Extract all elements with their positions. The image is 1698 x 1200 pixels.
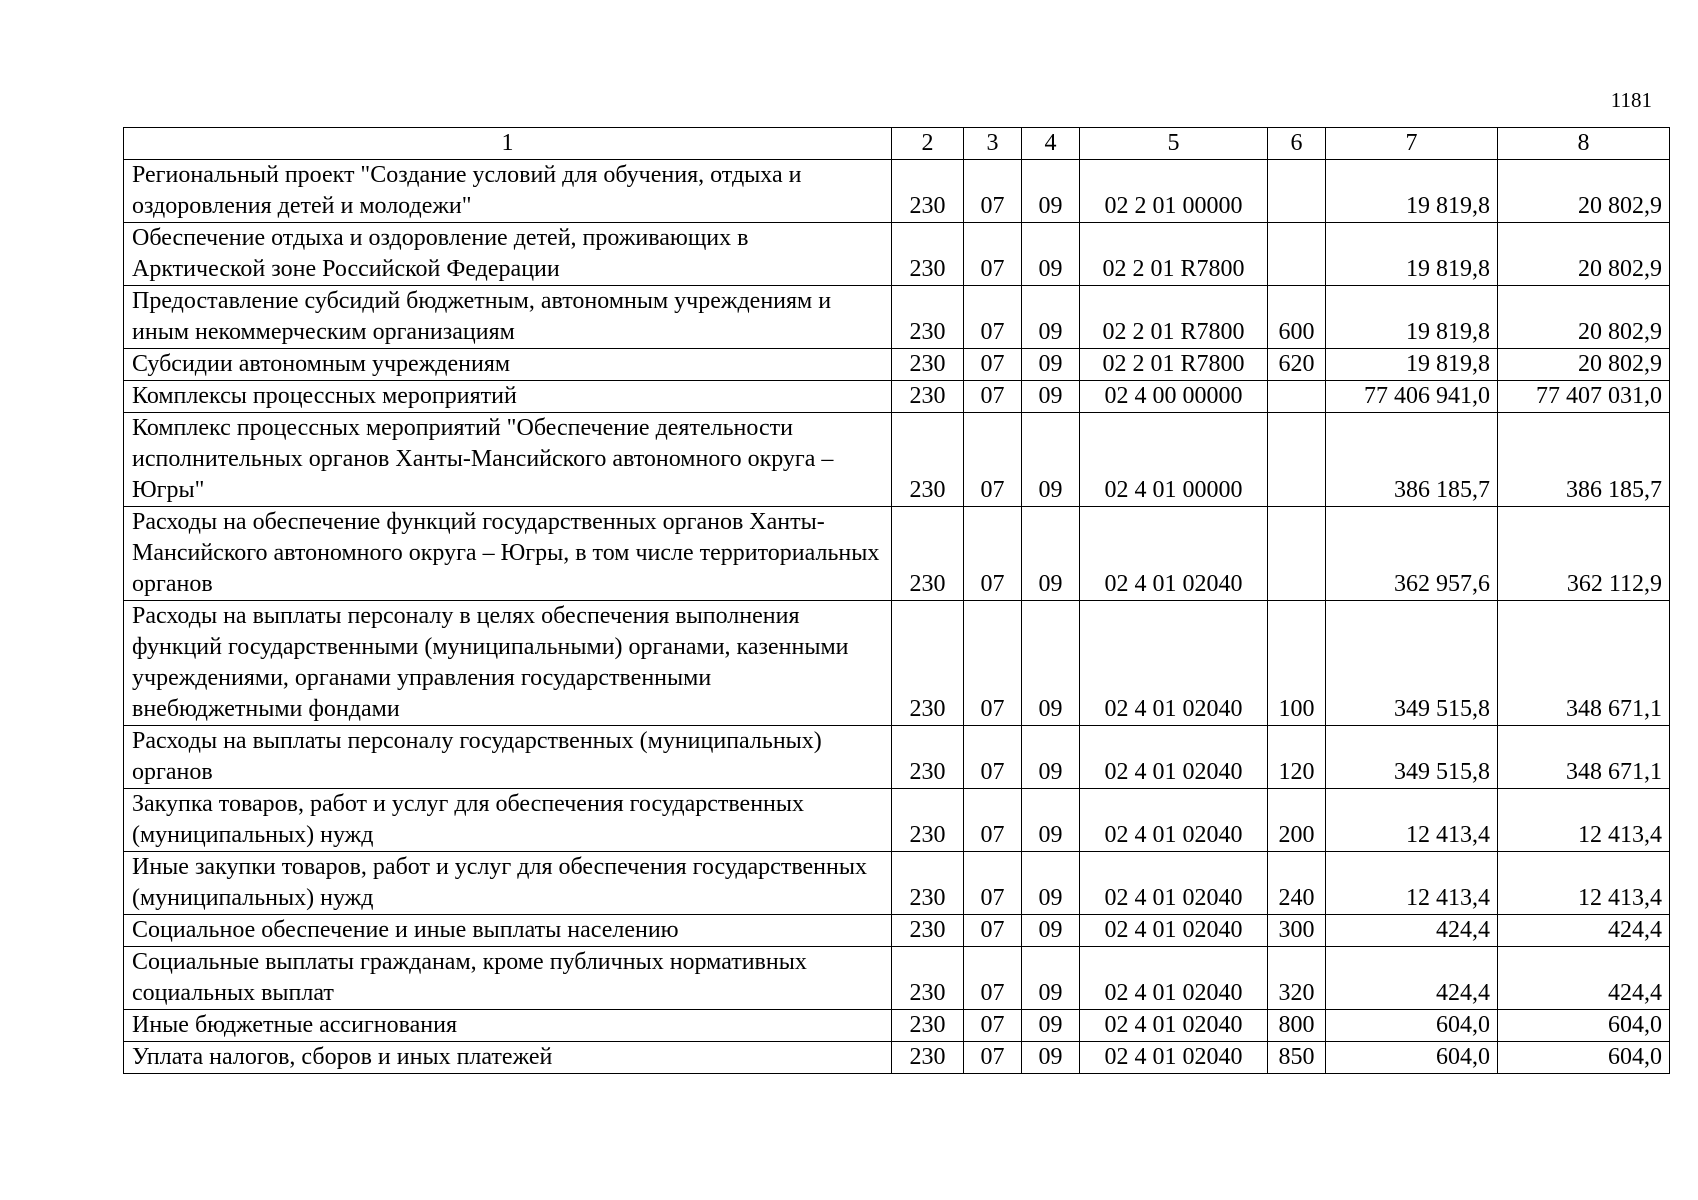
amount-col7: 19 819,8 — [1326, 286, 1498, 349]
target-article-code: 02 4 01 02040 — [1080, 915, 1268, 947]
subsection-code: 09 — [1022, 947, 1080, 1010]
section-code: 07 — [964, 286, 1022, 349]
amount-col7: 424,4 — [1326, 915, 1498, 947]
expense-type-code: 800 — [1268, 1010, 1326, 1042]
target-article-code: 02 4 01 02040 — [1080, 1042, 1268, 1074]
table-row — [124, 789, 1670, 852]
target-article-code: 02 4 01 02040 — [1080, 947, 1268, 1010]
item-name: Предоставление субсидий бюджетным, автономным учреждениям и иным некоммерческим организациям — [124, 286, 892, 349]
expense-type-code: 320 — [1268, 947, 1326, 1010]
table-row — [124, 1042, 1670, 1074]
target-article-code: 02 4 01 02040 — [1080, 789, 1268, 852]
target-article-code: 02 2 01 R7800 — [1080, 349, 1268, 381]
expense-type-code: 850 — [1268, 1042, 1326, 1074]
table-row — [124, 160, 1670, 223]
section-code: 07 — [964, 381, 1022, 413]
subsection-code: 09 — [1022, 286, 1080, 349]
item-name: Расходы на выплаты персоналу государственных (муниципальных) органов — [124, 726, 892, 789]
header-row — [124, 128, 1670, 160]
subsection-code: 09 — [1022, 601, 1080, 726]
amount-col8: 20 802,9 — [1498, 160, 1670, 223]
subsection-code: 09 — [1022, 223, 1080, 286]
target-article-code: 02 4 01 02040 — [1080, 1010, 1268, 1042]
item-name: Комплекс процессных мероприятий "Обеспечение деятельности исполнительных органов Ханты-Мансийского автономного округа – Югры" — [124, 413, 892, 507]
item-name: Иные бюджетные ассигнования — [124, 1010, 892, 1042]
amount-col7: 19 819,8 — [1326, 349, 1498, 381]
expense-type-code — [1268, 160, 1326, 223]
section-code: 07 — [964, 507, 1022, 601]
amount-col7: 604,0 — [1326, 1010, 1498, 1042]
target-article-code: 02 4 01 02040 — [1080, 852, 1268, 915]
table-row — [124, 413, 1670, 507]
subsection-code: 09 — [1022, 726, 1080, 789]
ministry-code: 230 — [892, 413, 964, 507]
section-code: 07 — [964, 349, 1022, 381]
amount-col7: 349 515,8 — [1326, 726, 1498, 789]
table-row — [124, 1010, 1670, 1042]
page-number: 1181 — [1610, 88, 1652, 112]
header-cell: 8 — [1498, 128, 1670, 160]
section-code: 07 — [964, 223, 1022, 286]
section-code: 07 — [964, 160, 1022, 223]
ministry-code: 230 — [892, 286, 964, 349]
target-article-code: 02 2 01 R7800 — [1080, 286, 1268, 349]
budget-table — [123, 127, 1670, 1074]
ministry-code: 230 — [892, 947, 964, 1010]
ministry-code: 230 — [892, 381, 964, 413]
target-article-code: 02 2 01 00000 — [1080, 160, 1268, 223]
item-name: Обеспечение отдыха и оздоровление детей, проживающих в Арктической зоне Российской Федерации — [124, 223, 892, 286]
ministry-code: 230 — [892, 915, 964, 947]
section-code: 07 — [964, 726, 1022, 789]
item-name: Иные закупки товаров, работ и услуг для обеспечения государственных (муниципальных) нужд — [124, 852, 892, 915]
table-row — [124, 349, 1670, 381]
subsection-code: 09 — [1022, 507, 1080, 601]
subsection-code: 09 — [1022, 381, 1080, 413]
ministry-code: 230 — [892, 601, 964, 726]
target-article-code: 02 2 01 R7800 — [1080, 223, 1268, 286]
table-row — [124, 223, 1670, 286]
amount-col7: 386 185,7 — [1326, 413, 1498, 507]
table-row — [124, 507, 1670, 601]
amount-col7: 424,4 — [1326, 947, 1498, 1010]
ministry-code: 230 — [892, 726, 964, 789]
ministry-code: 230 — [892, 223, 964, 286]
amount-col8: 20 802,9 — [1498, 349, 1670, 381]
expense-type-code: 620 — [1268, 349, 1326, 381]
amount-col8: 348 671,1 — [1498, 601, 1670, 726]
amount-col7: 604,0 — [1326, 1042, 1498, 1074]
section-code: 07 — [964, 413, 1022, 507]
header-cell: 3 — [964, 128, 1022, 160]
amount-col7: 19 819,8 — [1326, 160, 1498, 223]
header-cell: 4 — [1022, 128, 1080, 160]
section-code: 07 — [964, 947, 1022, 1010]
subsection-code: 09 — [1022, 915, 1080, 947]
item-name: Социальные выплаты гражданам, кроме публичных нормативных социальных выплат — [124, 947, 892, 1010]
amount-col8: 77 407 031,0 — [1498, 381, 1670, 413]
subsection-code: 09 — [1022, 349, 1080, 381]
amount-col7: 362 957,6 — [1326, 507, 1498, 601]
expense-type-code: 120 — [1268, 726, 1326, 789]
table-row — [124, 915, 1670, 947]
expense-type-code: 200 — [1268, 789, 1326, 852]
target-article-code: 02 4 00 00000 — [1080, 381, 1268, 413]
header-cell: 2 — [892, 128, 964, 160]
item-name: Расходы на выплаты персоналу в целях обеспечения выполнения функций государственными (муниципальными) органами, казенными учреждениями, органами управления государственными внебюджетными фондами — [124, 601, 892, 726]
amount-col8: 12 413,4 — [1498, 852, 1670, 915]
ministry-code: 230 — [892, 789, 964, 852]
section-code: 07 — [964, 852, 1022, 915]
subsection-code: 09 — [1022, 1042, 1080, 1074]
amount-col8: 12 413,4 — [1498, 789, 1670, 852]
item-name: Закупка товаров, работ и услуг для обеспечения государственных (муниципальных) нужд — [124, 789, 892, 852]
amount-col8: 20 802,9 — [1498, 223, 1670, 286]
item-name: Субсидии автономным учреждениям — [124, 349, 892, 381]
subsection-code: 09 — [1022, 852, 1080, 915]
table-row — [124, 381, 1670, 413]
amount-col8: 604,0 — [1498, 1010, 1670, 1042]
header-cell: 1 — [124, 128, 892, 160]
header-cell: 6 — [1268, 128, 1326, 160]
item-name: Комплексы процессных мероприятий — [124, 381, 892, 413]
item-name: Социальное обеспечение и иные выплаты населению — [124, 915, 892, 947]
amount-col7: 19 819,8 — [1326, 223, 1498, 286]
amount-col8: 348 671,1 — [1498, 726, 1670, 789]
table-row — [124, 726, 1670, 789]
amount-col8: 386 185,7 — [1498, 413, 1670, 507]
item-name: Региональный проект "Создание условий для обучения, отдыха и оздоровления детей и молодежи" — [124, 160, 892, 223]
header-cell: 5 — [1080, 128, 1268, 160]
amount-col8: 604,0 — [1498, 1042, 1670, 1074]
ministry-code: 230 — [892, 160, 964, 223]
expense-type-code — [1268, 381, 1326, 413]
expense-type-code: 100 — [1268, 601, 1326, 726]
ministry-code: 230 — [892, 1010, 964, 1042]
amount-col8: 20 802,9 — [1498, 286, 1670, 349]
item-name: Уплата налогов, сборов и иных платежей — [124, 1042, 892, 1074]
expense-type-code — [1268, 223, 1326, 286]
section-code: 07 — [964, 1042, 1022, 1074]
expense-type-code: 240 — [1268, 852, 1326, 915]
section-code: 07 — [964, 601, 1022, 726]
ministry-code: 230 — [892, 507, 964, 601]
target-article-code: 02 4 01 00000 — [1080, 413, 1268, 507]
expense-type-code: 300 — [1268, 915, 1326, 947]
amount-col7: 77 406 941,0 — [1326, 381, 1498, 413]
section-code: 07 — [964, 789, 1022, 852]
table-row — [124, 947, 1670, 1010]
amount-col7: 12 413,4 — [1326, 789, 1498, 852]
table-row — [124, 286, 1670, 349]
amount-col7: 349 515,8 — [1326, 601, 1498, 726]
ministry-code: 230 — [892, 852, 964, 915]
amount-col8: 424,4 — [1498, 915, 1670, 947]
item-name: Расходы на обеспечение функций государственных органов Ханты-Мансийского автономного округа – Югры, в том числе территориальных органов — [124, 507, 892, 601]
ministry-code: 230 — [892, 1042, 964, 1074]
target-article-code: 02 4 01 02040 — [1080, 726, 1268, 789]
subsection-code: 09 — [1022, 413, 1080, 507]
table-row — [124, 852, 1670, 915]
table-row — [124, 601, 1670, 726]
section-code: 07 — [964, 915, 1022, 947]
amount-col7: 12 413,4 — [1326, 852, 1498, 915]
expense-type-code: 600 — [1268, 286, 1326, 349]
amount-col8: 424,4 — [1498, 947, 1670, 1010]
subsection-code: 09 — [1022, 160, 1080, 223]
header-cell: 7 — [1326, 128, 1498, 160]
target-article-code: 02 4 01 02040 — [1080, 507, 1268, 601]
expense-type-code — [1268, 413, 1326, 507]
subsection-code: 09 — [1022, 789, 1080, 852]
ministry-code: 230 — [892, 349, 964, 381]
subsection-code: 09 — [1022, 1010, 1080, 1042]
target-article-code: 02 4 01 02040 — [1080, 601, 1268, 726]
section-code: 07 — [964, 1010, 1022, 1042]
expense-type-code — [1268, 507, 1326, 601]
amount-col8: 362 112,9 — [1498, 507, 1670, 601]
